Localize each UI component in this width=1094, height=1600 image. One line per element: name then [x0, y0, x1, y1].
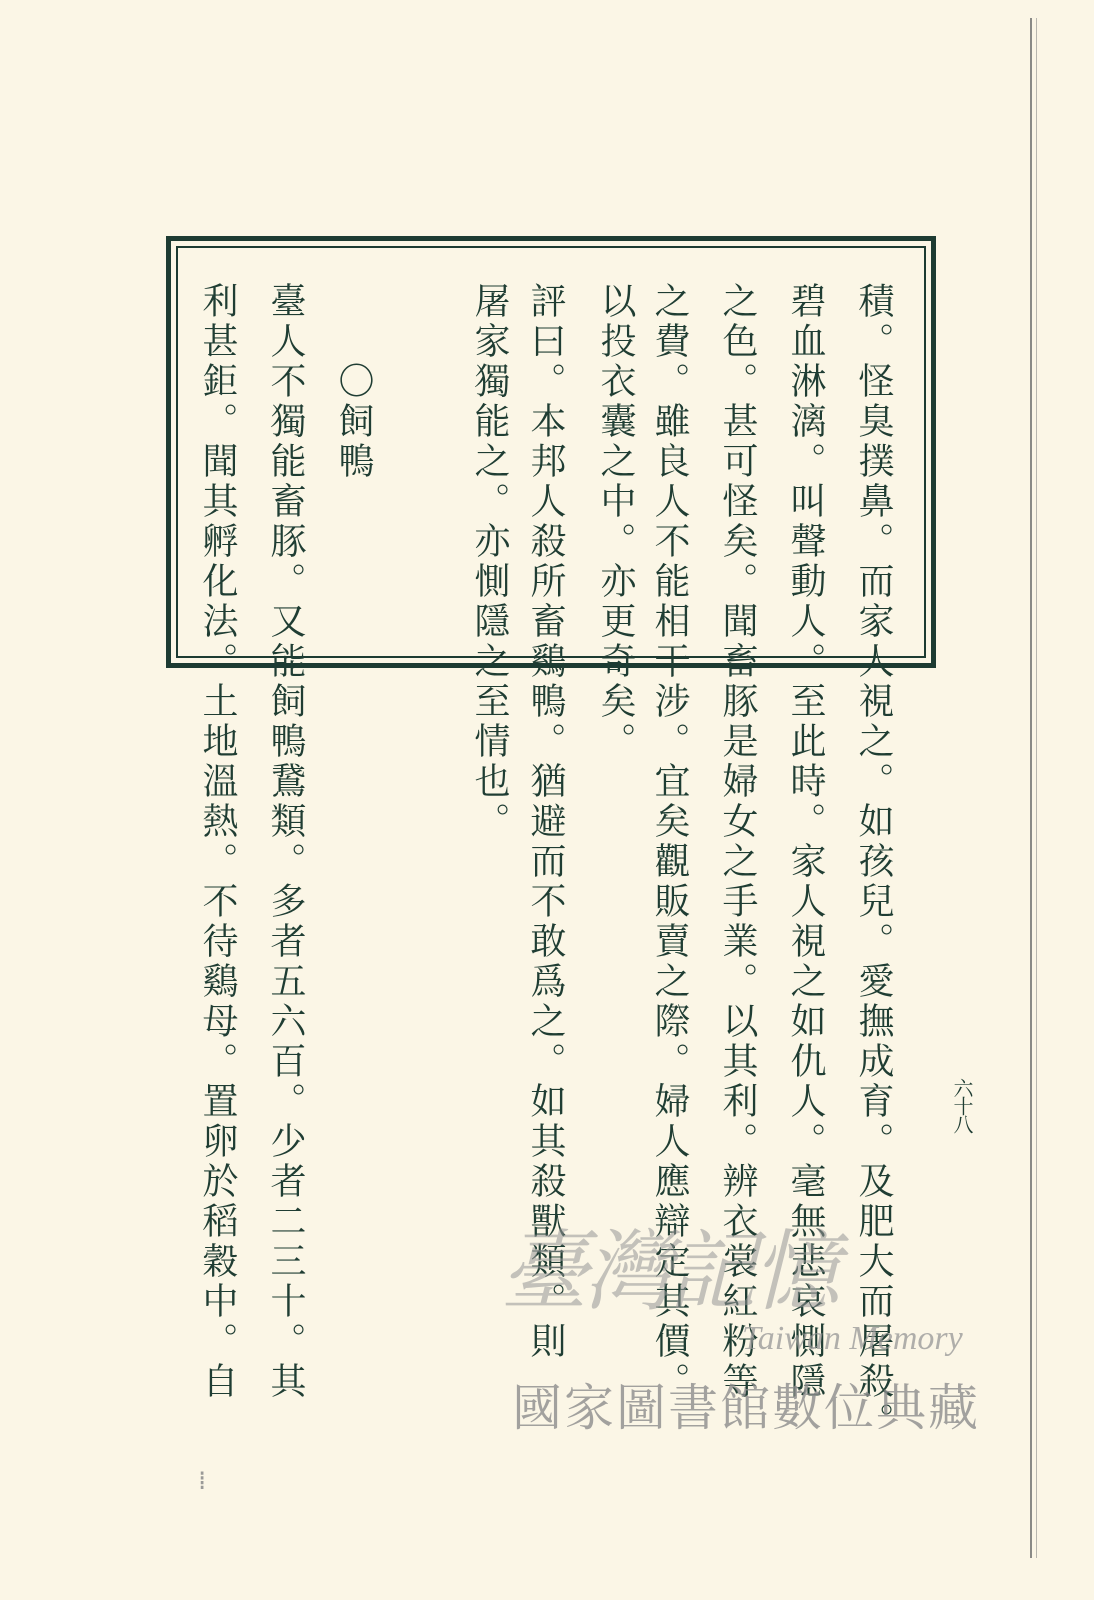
watermark-latin: Taiwan Memory [742, 1320, 963, 1357]
text-column-7: 屠家獨能之。亦惻隱之至情也。 [469, 282, 510, 842]
page-number: 六十八 [950, 1078, 974, 1132]
bleed-mark: ⁞ [198, 1466, 207, 1496]
watermark-chinese: 國家圖書館數位典藏 [512, 1379, 980, 1437]
text-column-3: 之色。甚可怪矣。聞畜豚是婦女之手業。以其利。辨衣裳紅粉等 [717, 282, 758, 1402]
text-column-4: 之費。雖良人不能相干涉。宜矣觀販賣之際。婦人應辯定其價。 [649, 282, 690, 1402]
text-column-10: 臺人不獨能畜豚。又能飼鴨鵞類。多者五六百。少者二三十。其 [265, 282, 306, 1402]
section-heading: 〇飼鴨 [333, 362, 374, 482]
watermark-logo: 臺灣記憶 [500, 1220, 837, 1323]
page-edge-line-secondary [1036, 18, 1037, 1558]
text-column-6: 評曰。本邦人殺所畜鷄鴨。猶避而不敢爲之。如其殺獸類。則 [525, 282, 566, 1362]
page-edge-line [1030, 18, 1032, 1558]
text-column-5: 以投衣囊之中。亦更奇矣。 [595, 282, 636, 762]
text-column-1: 積。怪臭撲鼻。而家人視之。如孩兒。愛撫成育。及肥大而屠殺。 [853, 282, 894, 1442]
text-column-11: 利甚鉅。聞其孵化法。土地溫熱。不待鷄母。置卵於稻穀中。自 [197, 282, 238, 1402]
text-column-2: 碧血淋漓。叫聲動人。至此時。家人視之如仇人。毫無悲哀惻隱 [785, 282, 826, 1402]
